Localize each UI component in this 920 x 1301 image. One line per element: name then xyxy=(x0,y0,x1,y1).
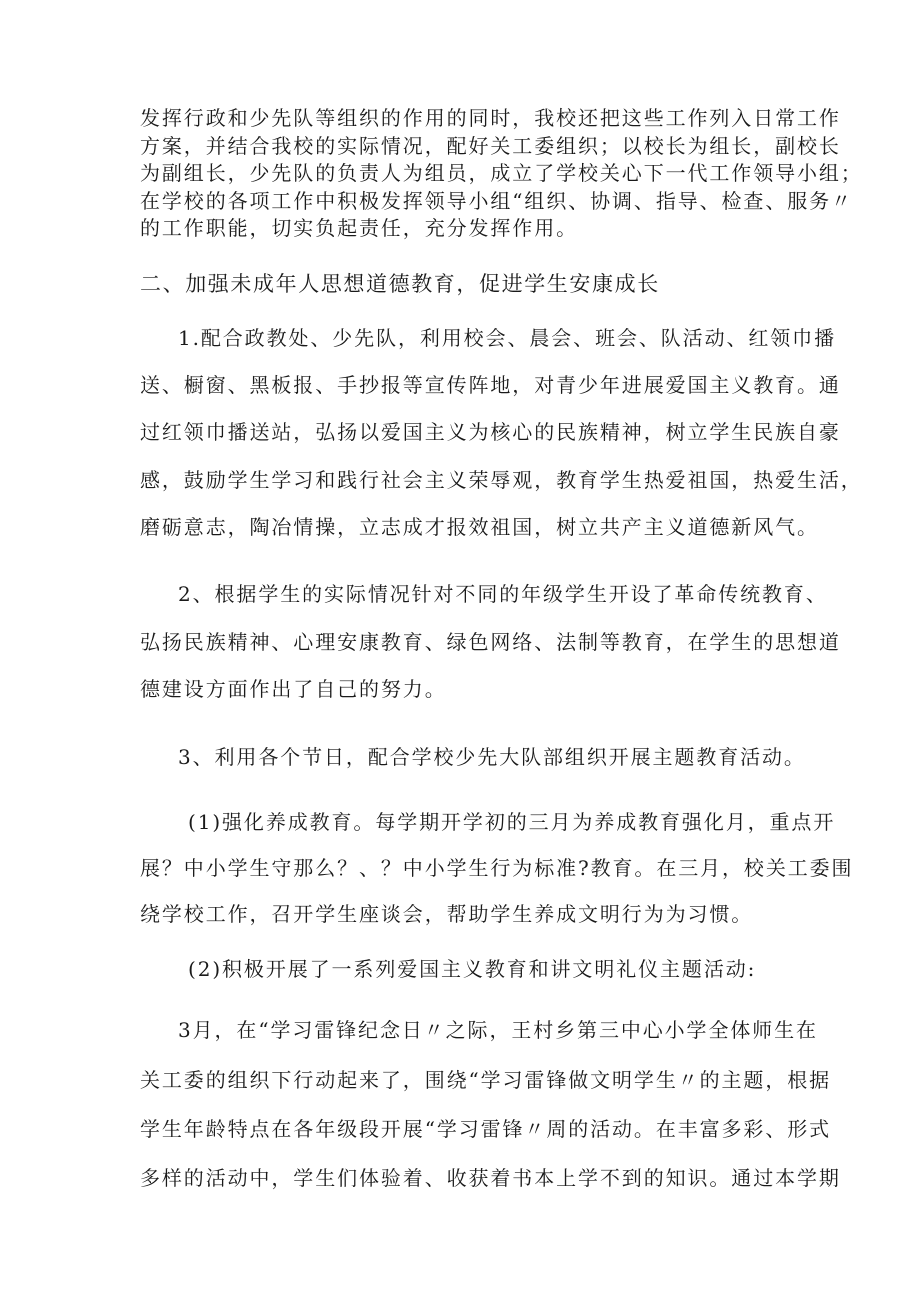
text-line: 在学校的各项工作中积极发挥领导小组“组织、协调、指导、检查、服务〃 xyxy=(140,189,853,213)
text-line: 的工作职能，切实负起责任，充分发挥作用。 xyxy=(140,216,578,240)
text-line: 3月，在“学习雷锋纪念日〃之际，王村乡第三中心小学全体师生在 xyxy=(178,1018,818,1042)
text-line: 绕学校工作，召开学生座谈会，帮助学生养成文明行为为习惯。 xyxy=(140,902,754,926)
text-line: 发挥行政和少先队等组织的作用的同时，我校还把这些工作列入日常工作 xyxy=(140,106,841,130)
text-line: 方案，并结合我校的实际情况，配好关工委组织；以校长为组长，副校长 xyxy=(140,134,841,158)
text-line: 送、橱窗、黑板报、手抄报等宣传阵地，对青少年进展爱国主义教育。通 xyxy=(140,373,841,397)
text-line: 关工委的组织下行动起来了，围绕“学习雷锋做文明学生〃的主题，根据 xyxy=(140,1068,832,1092)
section-heading: 二、加强未成年人思想道德教育，促进学生安康成长 xyxy=(140,272,660,296)
text-line: 多样的活动中，学生们体验着、收获着书本上学不到的知识。通过本学期 xyxy=(140,1166,841,1190)
text-line: 为副组长，少先队的负责人为组员，成立了学校关心下一代工作领导小组； xyxy=(140,161,863,185)
text-line: (1)强化养成教育。每学期开学初的三月为养成教育强化月，重点开 xyxy=(188,810,836,834)
text-line: 弘扬民族精神、心理安康教育、绿色网络、法制等教育，在学生的思想道 xyxy=(140,630,841,654)
text-line: 展？中小学生守那么？、？中小学生行为标准?教育。在三月，校关工委围 xyxy=(140,856,854,880)
text-line: 1.配合政教处、少先队，利用校会、晨会、班会、队活动、红领巾播 xyxy=(178,326,836,350)
item-3-paragraph: 3、利用各个节日，配合学校少先大队部组织开展主题教育活动。 xyxy=(178,745,806,769)
text-line: 2、根据学生的实际情况针对不同的年级学生开设了革命传统教育、 xyxy=(178,582,828,606)
text-line: 学生年龄特点在各年级段开展“学习雷锋〃周的活动。在丰富多彩、形式 xyxy=(140,1117,832,1141)
text-line: 感，鼓励学生学习和践行社会主义荣辱观，教育学生热爱祖国，热爱生活， xyxy=(140,468,863,492)
text-line: 过红领巾播送站，弘扬以爱国主义为核心的民族精神，树立学生民族自豪 xyxy=(140,420,841,444)
text-line: 磨砺意志，陶冶情操，立志成才报效祖国，树立共产主义道德新风气。 xyxy=(140,515,819,539)
sub-item-2-paragraph: (2)积极开展了一系列爱国主义教育和讲文明礼仪主题活动: xyxy=(188,957,757,981)
text-line: 德建设方面作出了自己的努力。 xyxy=(140,677,447,701)
